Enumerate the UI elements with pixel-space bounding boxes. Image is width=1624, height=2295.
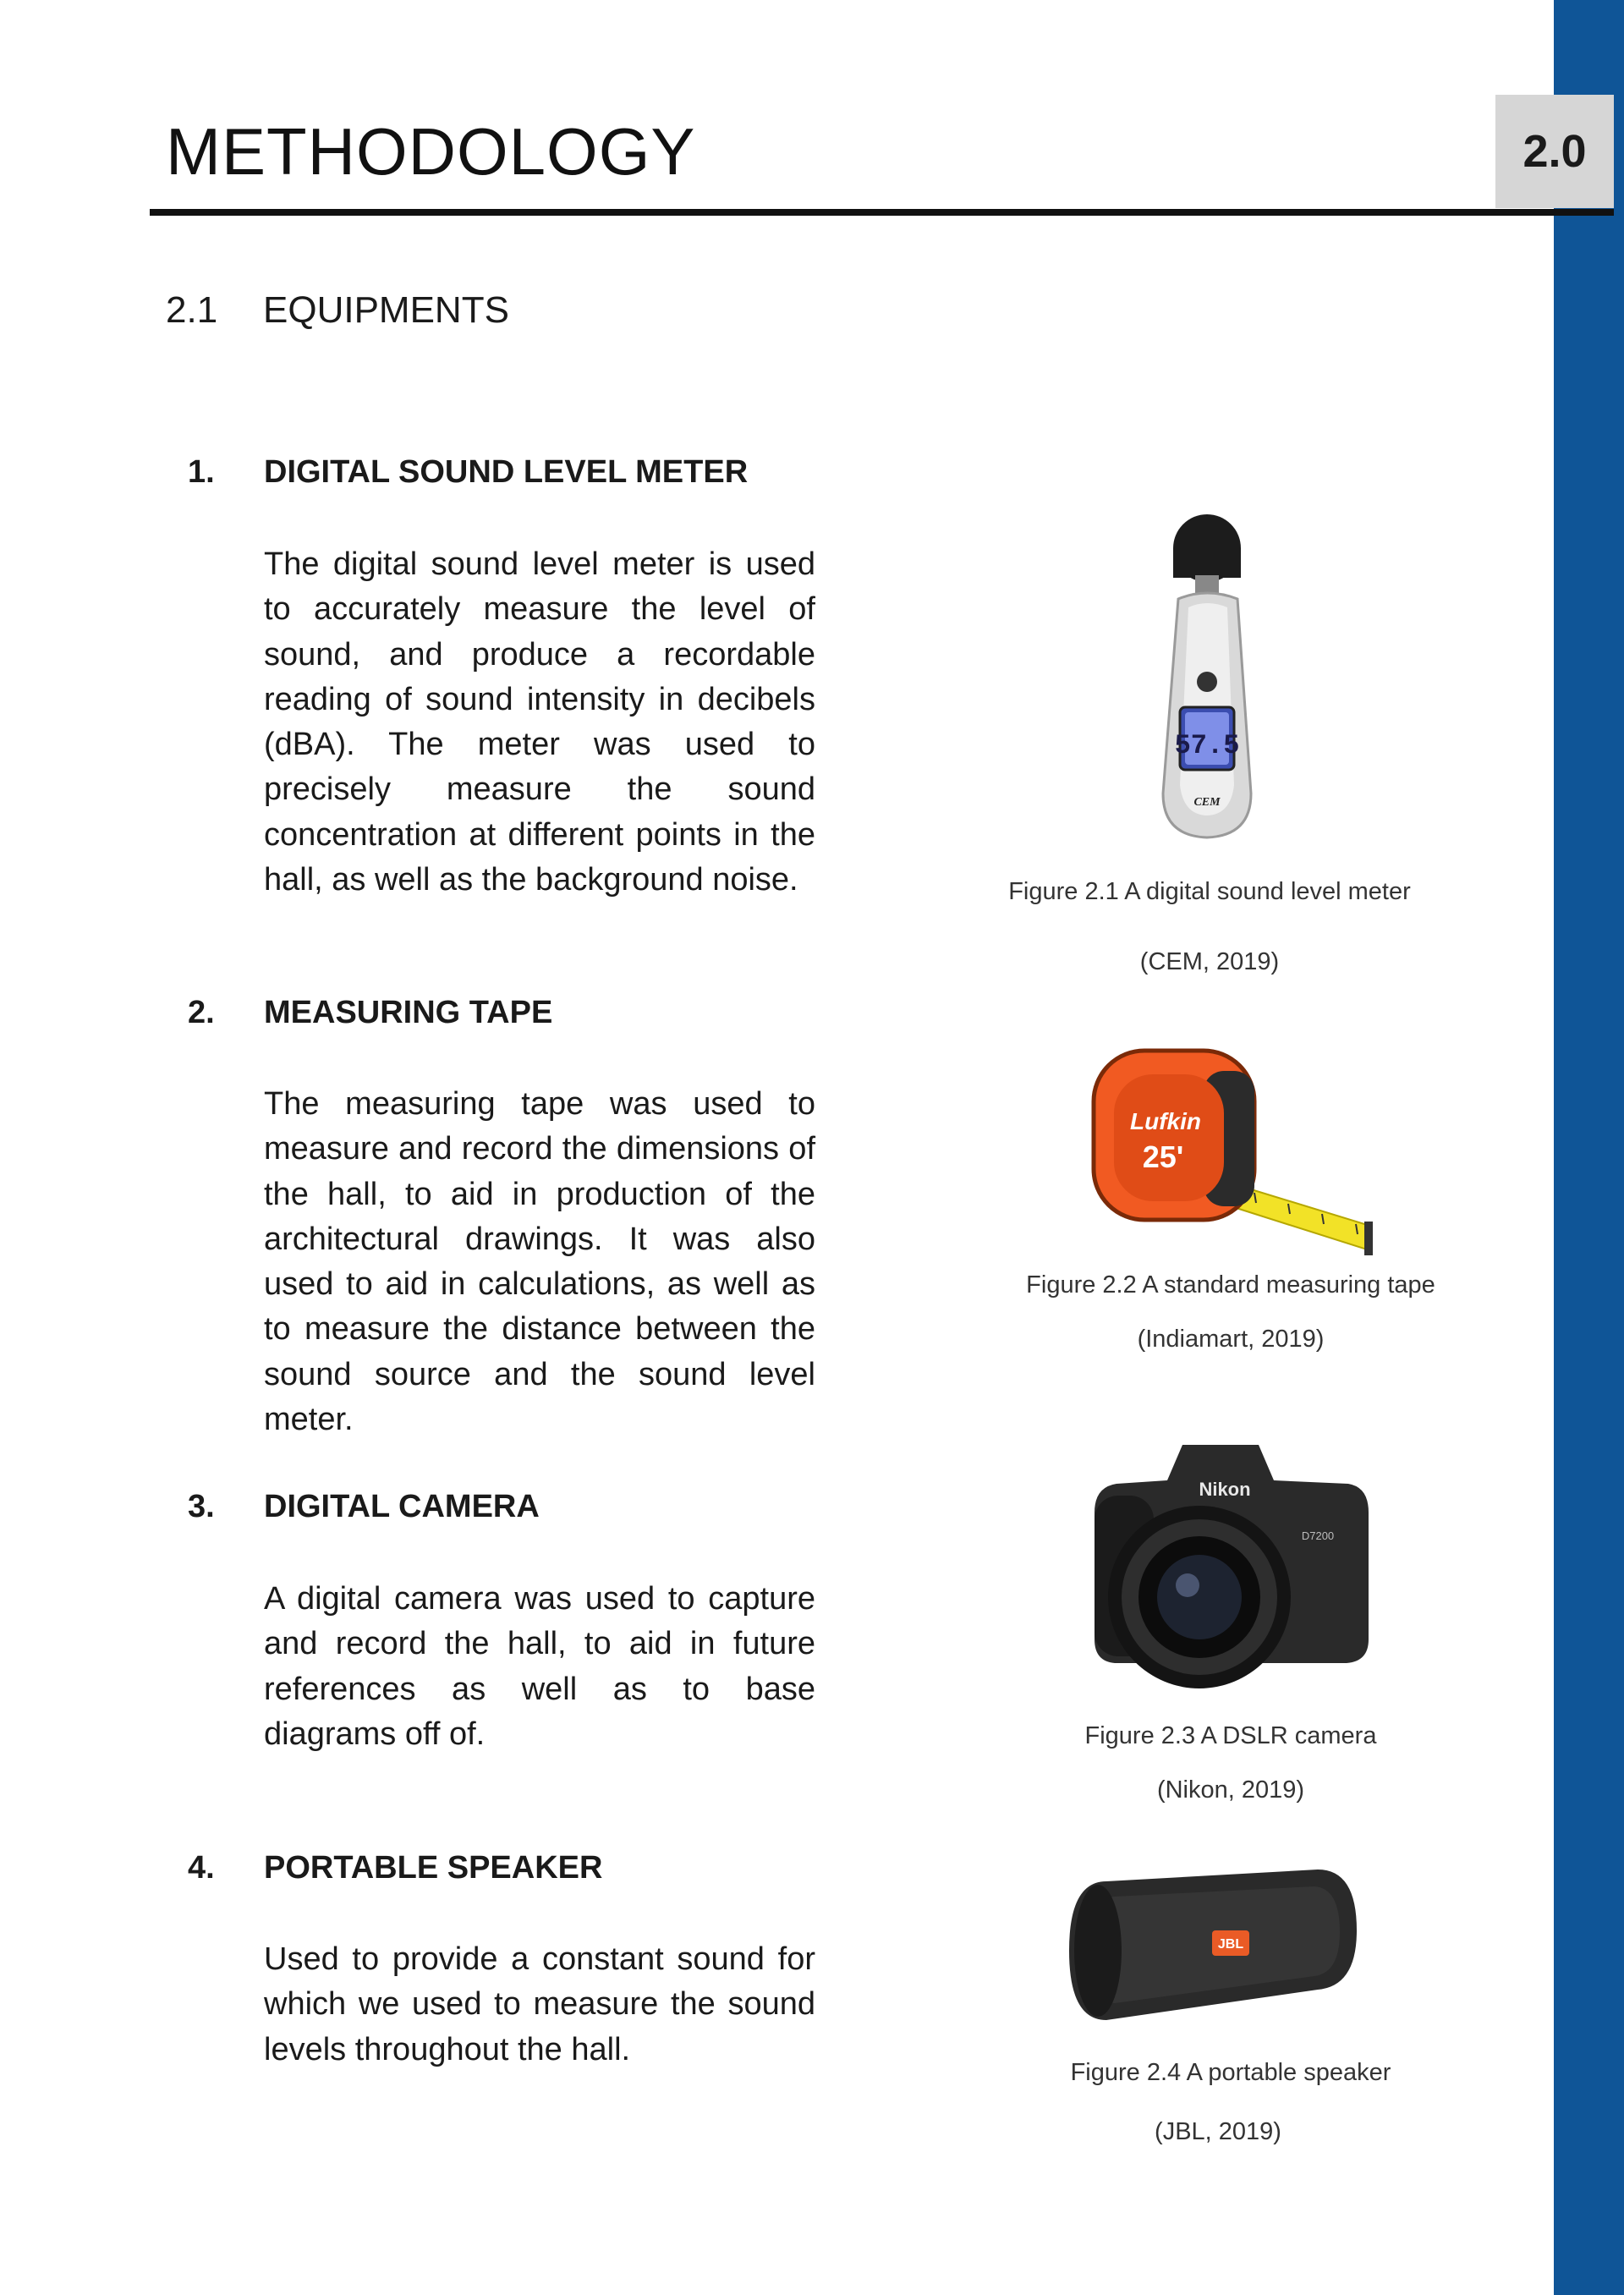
title-divider <box>150 209 1614 216</box>
figure-source: (Indiamart, 2019) <box>1137 1326 1325 1353</box>
figure-caption: Figure 2.4 A portable speaker <box>1070 2059 1391 2086</box>
figure-caption: Figure 2.3 A DSLR camera <box>1084 1722 1377 1749</box>
dslr-camera-icon <box>1089 1428 1374 1699</box>
measuring-tape-icon <box>1085 1040 1373 1269</box>
figure-caption: Figure 2.1 A digital sound level meter <box>1008 878 1411 905</box>
section-heading <box>166 289 509 332</box>
item-title: PORTABLE SPEAKER <box>264 1850 603 1886</box>
item-number: 2. <box>188 995 215 1030</box>
meter-reading: 57.5 <box>1174 730 1240 761</box>
figure-source: (JBL, 2019) <box>1155 2118 1281 2145</box>
section-title: EQUIPMENTS <box>263 289 509 331</box>
meter-brand: CEM <box>1193 796 1221 809</box>
figure-caption: Figure 2.2 A standard measuring tape <box>1026 1271 1435 1298</box>
page-sidebar-band <box>1554 0 1624 2295</box>
figure-source: (CEM, 2019) <box>1139 948 1280 975</box>
portable-speaker-icon <box>1064 1863 1357 2027</box>
tape-brand: Lufkin <box>1130 1108 1201 1134</box>
figure-source: (Nikon, 2019) <box>1156 1776 1305 1804</box>
item-title: DIGITAL SOUND LEVEL METER <box>264 454 749 490</box>
item-body: The measuring tape was used to measure and record the dimensions of the hall, to aid in production of the architectural drawings. It was also used to aid in calculations, as well as to measure the distance between the sound source and the sound level meter. <box>264 1086 815 1438</box>
page-title: METHODOLOGY <box>166 114 696 189</box>
section-number: 2.1 <box>166 289 218 331</box>
sound-level-meter-icon <box>1146 514 1286 844</box>
item-number: 1. <box>188 454 215 490</box>
item-number: 4. <box>188 1850 215 1886</box>
item-title: MEASURING TAPE <box>264 995 553 1030</box>
item-title: DIGITAL CAMERA <box>264 1489 540 1524</box>
item-number: 3. <box>188 1489 215 1524</box>
camera-model: D7200 <box>1301 1529 1335 1542</box>
chapter-number-badge: 2.0 <box>1495 95 1614 208</box>
item-body: A digital camera was used to capture and record the hall, to aid in future references as well as to base diagrams off of. <box>264 1581 815 1752</box>
speaker-brand: JBL <box>1217 1937 1244 1952</box>
item-body: The digital sound level meter is used to accurately measure the level of sound, and produce a recordable reading of sound intensity in decibels (dBA). The meter was used to precisely measure the sound concentration at different points in the hall, as well as the background noise. <box>264 546 815 898</box>
item-body: Used to provide a constant sound for which we used to measure the sound levels throughout the hall. <box>264 1941 815 2067</box>
tape-size-label: 25' <box>1142 1139 1184 1174</box>
camera-brand: Nikon <box>1199 1479 1251 1500</box>
